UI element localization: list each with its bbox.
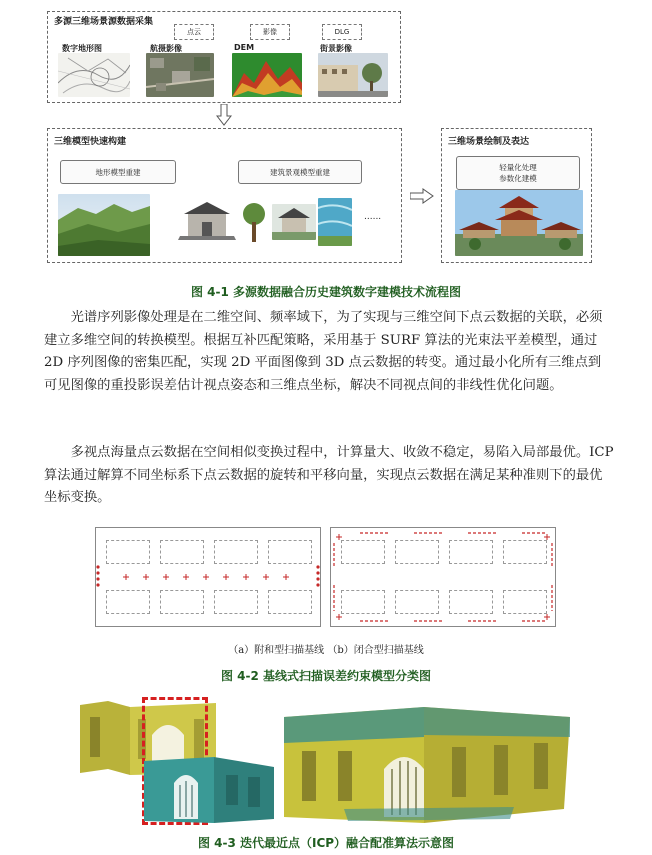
figure-4-2-subcaption: （a）附和型扫描基线 （b）闭合型扫描基线 bbox=[228, 645, 424, 656]
terrain-model-image bbox=[58, 194, 150, 256]
tag-pointcloud: 点云 bbox=[174, 24, 214, 40]
down-arrow-icon bbox=[216, 104, 232, 126]
tree-model-image bbox=[240, 200, 268, 244]
source-data-title: 多源三维场景源数据采集 bbox=[54, 17, 154, 27]
dem-image bbox=[232, 53, 302, 97]
scene-render-title: 三维场景绘制及表达 bbox=[448, 137, 530, 147]
render-scroll-line-1: 轻量化处理 bbox=[499, 163, 537, 172]
icp-teal-model bbox=[144, 755, 276, 825]
paragraph-2: 多视点海量点云数据在空间相似变换过程中，计算量大、收敛不稳定，易陷入局部最优。ICP 算法通过解算不同坐标系下点云数据的旋转和平移向量，实现点云数据在满足某种准则下的最优坐标变换。 bbox=[44, 445, 614, 505]
tag-dlg: DLG bbox=[322, 24, 362, 40]
scene-render-image bbox=[455, 190, 583, 256]
ellipsis-text: ...... bbox=[364, 212, 382, 222]
tag-image: 影像 bbox=[250, 24, 290, 40]
street-view-image bbox=[318, 53, 388, 97]
figure-4-3-caption: 图 4-3 迭代最近点（ICP）融合配准算法示意图 bbox=[197, 836, 455, 850]
aerial-image bbox=[146, 53, 214, 97]
right-arrow-icon bbox=[410, 188, 434, 204]
pavilion-model-image bbox=[272, 204, 316, 240]
closed-baseline-markers bbox=[330, 527, 556, 627]
paragraph-1: 光谱序列影像处理是在二维空间、频率域下，为了实现与三维空间下点云数据的关联，必须建立多维空间的转换模型。根据互补匹配策略，采用基于 SURF 算法的光束法平差模型，通过 2D 序列图像的密集匹配，实现 2D 平面图像到 3D 点云数据的转变。通过最小化所有三维点到可见图像的重投影误差估计视点姿态和三维点坐标，解决不同视点间的非线性优化问题。 bbox=[44, 310, 603, 393]
source-label-aerial: 航摄影像 bbox=[150, 44, 182, 53]
render-scroll bbox=[456, 156, 580, 190]
icp-fused-model bbox=[284, 697, 570, 825]
attached-baseline-markers bbox=[95, 527, 321, 627]
source-label-topo: 数字地形图 bbox=[62, 44, 102, 53]
model-build-title: 三维模型快速构建 bbox=[54, 137, 127, 147]
water-model-image bbox=[318, 198, 352, 246]
source-label-street: 街景影像 bbox=[320, 44, 352, 53]
source-label-dem: DEM bbox=[234, 43, 255, 52]
building-model-image-1 bbox=[176, 196, 238, 244]
building-scroll: 建筑景观模型重建 bbox=[238, 160, 362, 184]
render-scroll-line-2: 参数化建模 bbox=[499, 174, 537, 183]
figure-4-1-caption: 图 4-1 多源数据融合历史建筑数字建模技术流程图 bbox=[190, 285, 462, 299]
terrain-scroll: 地形模型重建 bbox=[60, 160, 176, 184]
topo-map-image bbox=[58, 53, 130, 97]
figure-4-2-caption: 图 4-2 基线式扫描误差约束模型分类图 bbox=[220, 669, 432, 683]
